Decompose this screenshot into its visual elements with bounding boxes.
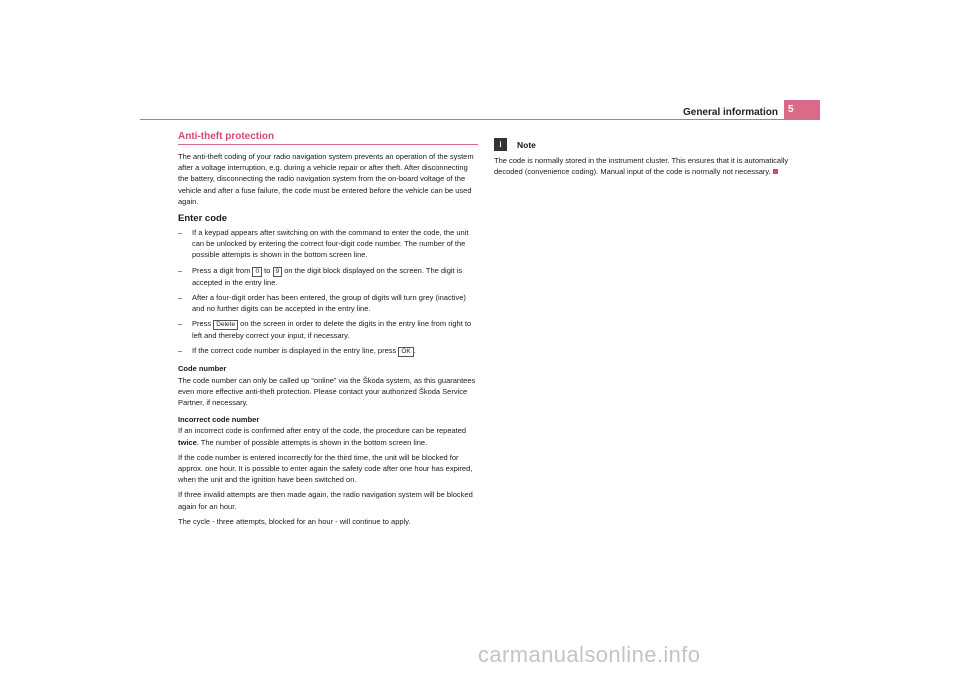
emphasis-twice: twice: [178, 437, 197, 447]
step-text: .: [413, 346, 416, 356]
incorrect-text-a: If an incorrect code is confirmed after entry of the code, the procedure can be repeated: [178, 426, 467, 436]
header-rule: [140, 119, 785, 120]
left-column: [178, 131, 478, 531]
incorrect-code-paragraph: [178, 425, 478, 447]
step-text: If a keypad appears after switching on with the command to enter the code, the unit can be unlocked by entering the correct four-digit code number. The number of the possible attempts is shown in the bottom screen line.: [192, 228, 469, 260]
step-text: to: [264, 265, 271, 275]
step-text: on the digit block displayed on the screen. The digit is accepted in the entry line.: [192, 265, 463, 287]
note-header: [494, 138, 794, 151]
step-text: After a four-digit order has been entered, the group of digits will turn grey (inactive) and no further digits can be accepted in the entry line.: [192, 292, 466, 314]
key-delete: Delete: [213, 320, 238, 330]
dash: –: [178, 292, 183, 302]
step-text: Press: [192, 319, 212, 329]
right-column: [494, 138, 794, 181]
note-title: Note: [517, 139, 536, 150]
end-of-section-marker: [773, 169, 778, 174]
step-text: Press a digit from: [192, 265, 251, 275]
step-1: [178, 227, 478, 261]
incorrect-code-heading: Incorrect code number: [178, 415, 260, 425]
code-number-paragraph: The code number can only be called up “online” via the Škoda system, as this guarantees even more effective anti-theft protection. Please contact your authorized Škoda Service Partner, if necessary.: [178, 375, 476, 408]
key-ok: OK: [398, 347, 413, 357]
dash: –: [178, 265, 183, 275]
code-number-heading: Code number: [178, 364, 227, 374]
enter-code-heading: Enter code: [178, 213, 228, 225]
dash: –: [178, 319, 183, 329]
page-number-box: [784, 100, 820, 120]
watermark: carmanualsonline.info: [478, 642, 701, 667]
step-2: [178, 265, 478, 288]
cycle-paragraph: The cycle - three attempts, blocked for an hour - will continue to apply.: [178, 516, 411, 526]
page-header-title: General information: [682, 107, 778, 118]
intro-paragraph: The anti-theft coding of your radio navigation system prevents an operation of the system after a voltage interruption, e.g. during a vehicle repair or after theft. After disconnecting the battery, disconnecting the radio navigation system from the on-board voltage of the vehicle and after a fuse failure, the code must be entered before the vehicle can be used again.: [178, 152, 474, 206]
incorrect-text-b: . The number of possible attempts is shown in the bottom screen line.: [196, 437, 428, 447]
key-0: 0: [252, 267, 262, 277]
third-time-paragraph: If the code number is entered incorrectly for the third time, the unit will be blocked for approx. one hour. It is possible to enter again the safety code after one hour has expired, when the unit and the ignition have been switched on.: [178, 452, 473, 485]
note-paragraph: [494, 155, 794, 177]
dash: –: [178, 346, 183, 356]
note-info-icon: i: [494, 138, 507, 151]
step-text: on the screen in order to delete the digits in the entry line from right to left and thereby correct your input, if necessary.: [192, 319, 472, 341]
section-heading: Anti-theft protection: [178, 131, 478, 145]
key-9: 9: [273, 267, 283, 277]
step-3: [178, 292, 478, 314]
step-5: [178, 345, 478, 357]
dash: –: [178, 228, 183, 238]
invalid-attempts-paragraph: If three invalid attempts are then made again, the radio navigation system will be blocked again for an hour.: [178, 490, 473, 511]
step-4: [178, 318, 478, 341]
page-number: 5: [788, 104, 794, 115]
step-text: If the correct code number is displayed in the entry line, press: [192, 346, 397, 356]
note-text: The code is normally stored in the instrument cluster. This ensures that it is automatically decoded (convenience coding). Manual input of the code is normally not necessary.: [494, 156, 789, 177]
